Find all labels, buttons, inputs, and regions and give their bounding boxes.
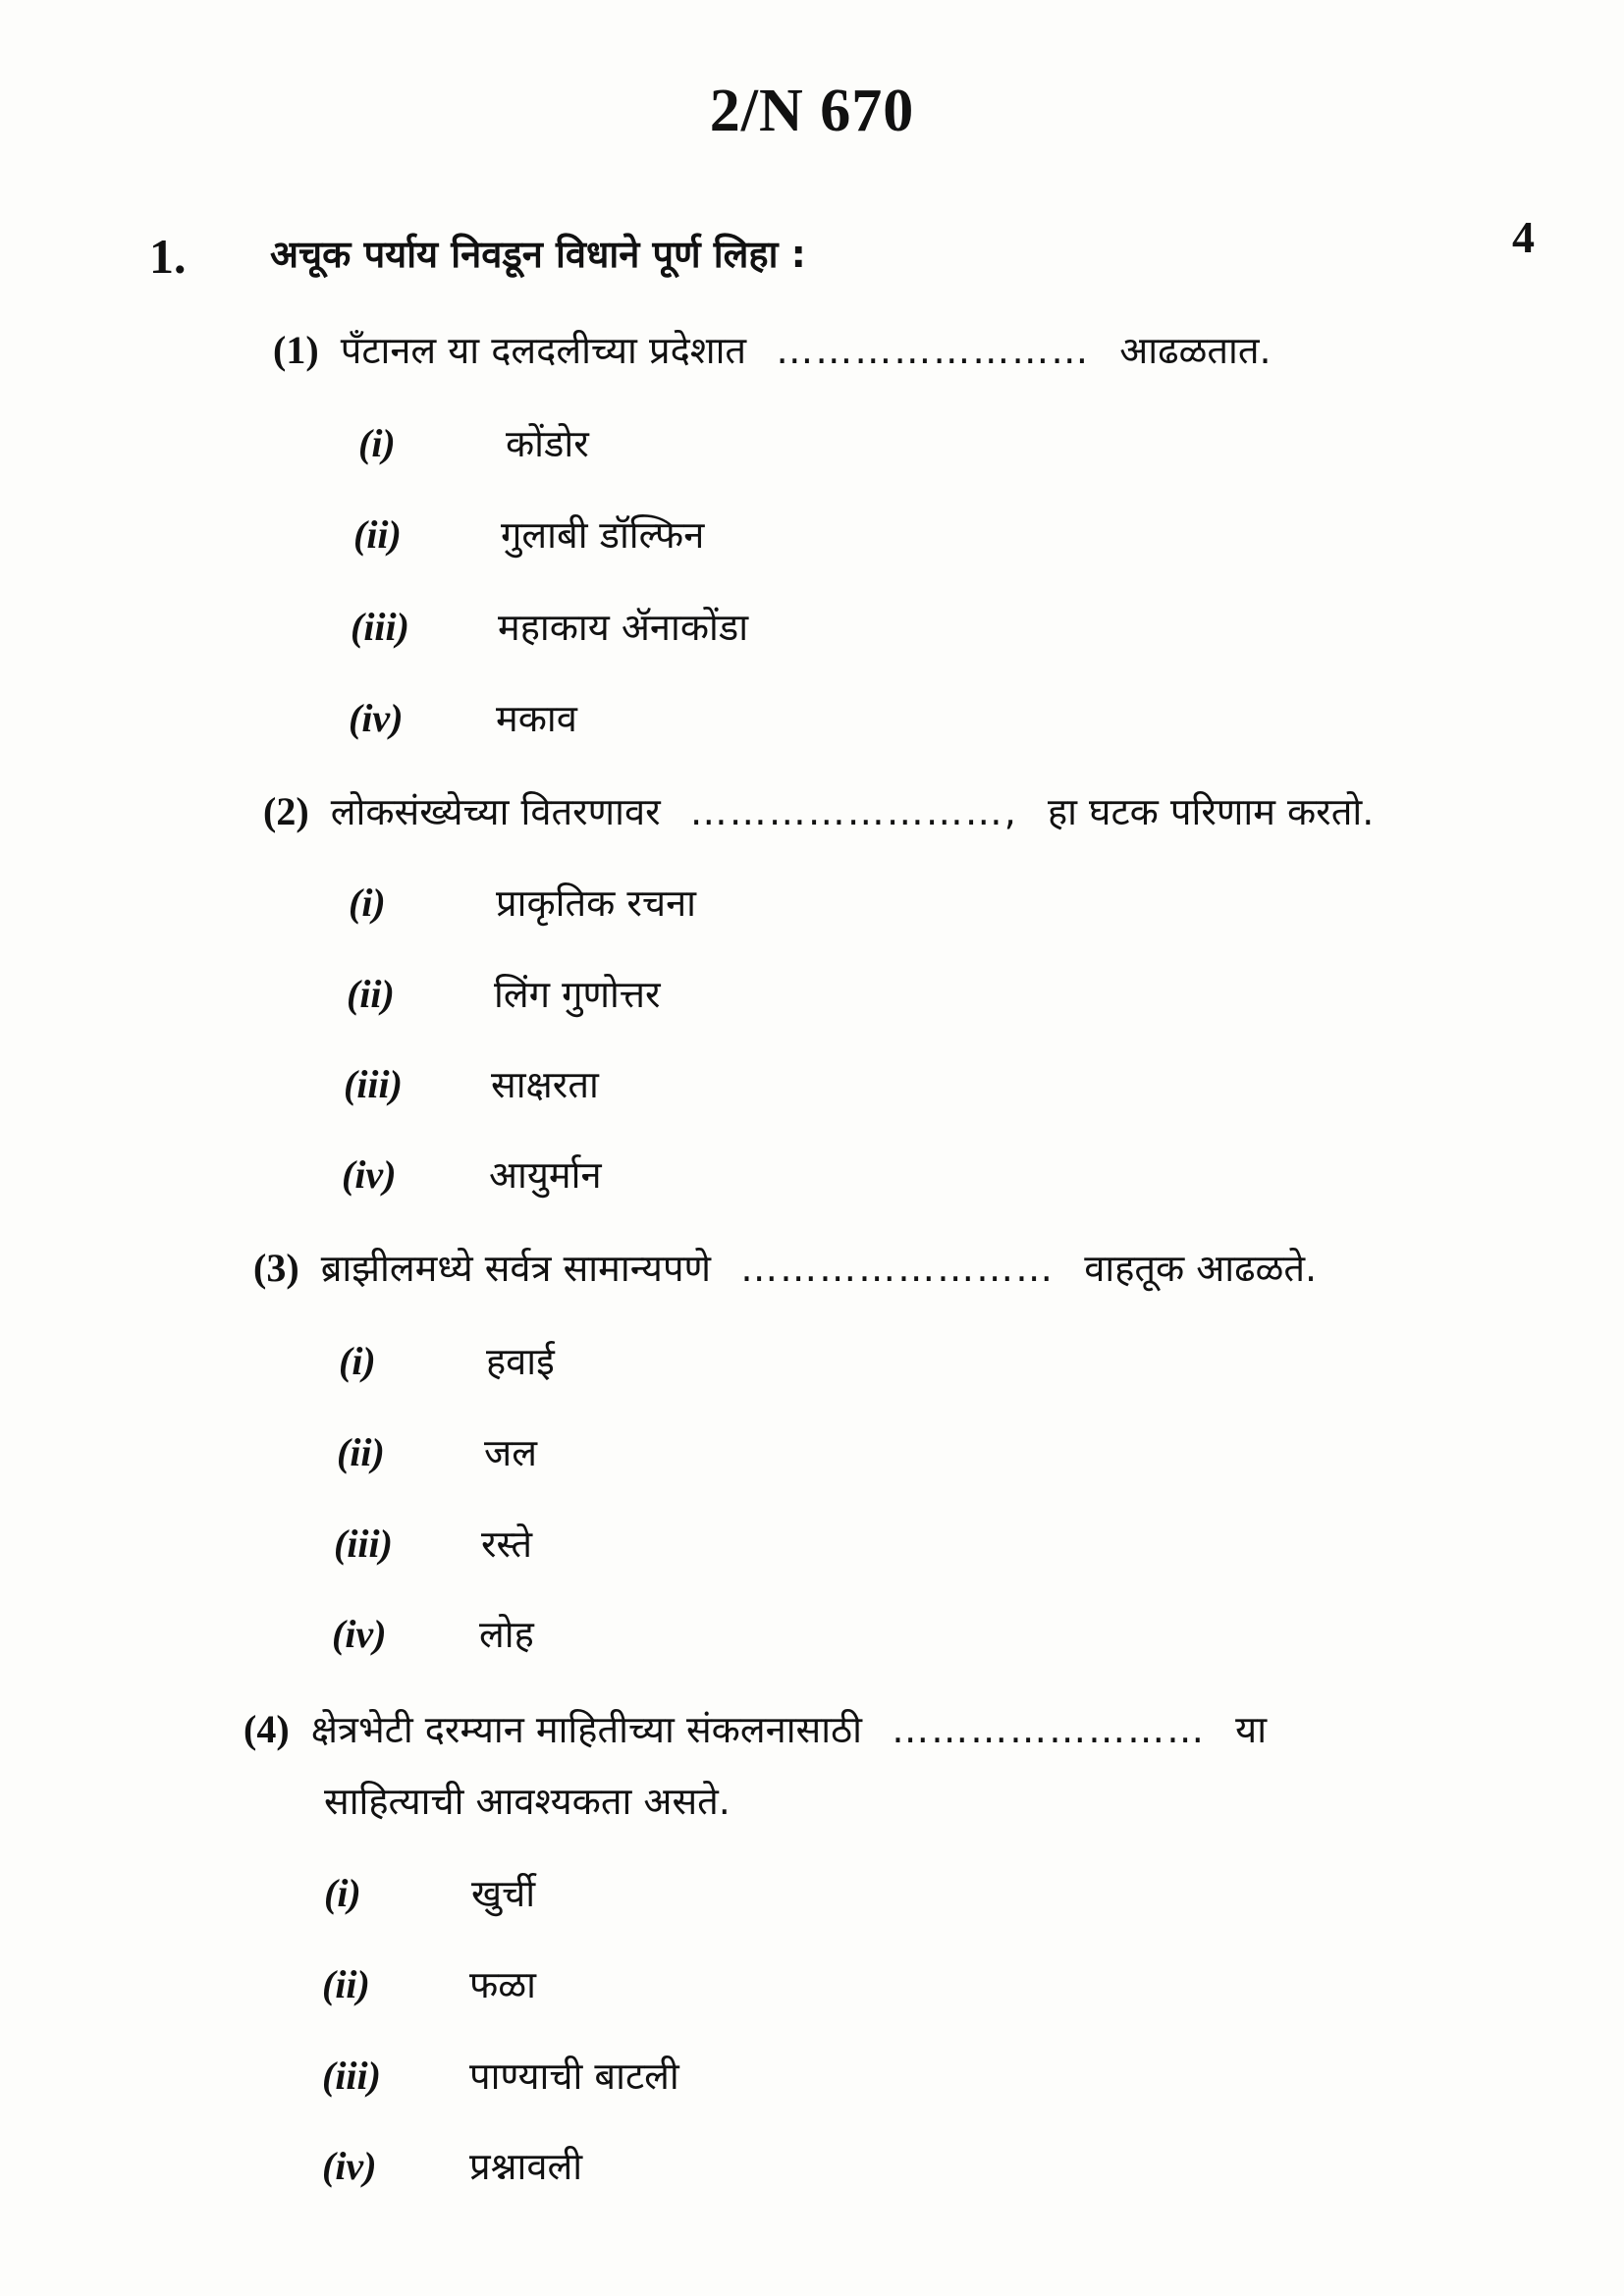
option-text: लिंग गुणोत्तर xyxy=(494,973,661,1016)
question-marks: 4 xyxy=(1512,212,1535,262)
option-1-iv xyxy=(349,692,577,743)
subquestion-2 xyxy=(263,785,1374,836)
option-4-ii xyxy=(322,1958,536,2009)
option-4-iv xyxy=(322,2140,582,2191)
subquestion-4-continuation: साहित्याची आवश्यकता असते. xyxy=(324,1780,731,1823)
option-text: खुर्ची xyxy=(471,1872,536,1915)
option-3-iii xyxy=(334,1518,532,1569)
option-roman: (iii) xyxy=(351,605,409,649)
subquestion-text-before: क्षेत्रभेटी दरम्यान माहितीच्या संकलनासाठी xyxy=(310,1708,862,1751)
paper-code: 2/N 670 xyxy=(709,78,915,144)
option-2-ii xyxy=(347,968,661,1019)
option-roman: (iv) xyxy=(322,2144,377,2188)
option-3-ii xyxy=(337,1426,537,1477)
option-roman: (iv) xyxy=(332,1612,387,1656)
option-3-iv xyxy=(332,1608,534,1659)
blank-dots: …………………… xyxy=(740,1247,1056,1290)
option-text: आयुर्मान xyxy=(489,1153,602,1197)
option-roman: (i) xyxy=(339,1339,376,1383)
option-text: प्राकृतिक रचना xyxy=(496,881,697,925)
subquestion-text-after: या xyxy=(1235,1708,1268,1751)
option-text: रस्ते xyxy=(481,1522,532,1566)
option-roman: (iii) xyxy=(334,1522,393,1566)
option-text: मकाव xyxy=(496,697,577,740)
subquestion-number: (3) xyxy=(253,1246,299,1290)
option-text: साक्षरता xyxy=(491,1063,599,1106)
subquestion-number: (1) xyxy=(273,328,319,372)
option-text: लोह xyxy=(479,1613,534,1656)
subquestion-text-after: हा घटक परिणाम करतो. xyxy=(1047,790,1375,833)
blank-dots: …………………… xyxy=(776,329,1091,372)
blank-dots: ……………………, xyxy=(689,790,1018,833)
subquestion-1 xyxy=(273,324,1272,375)
option-roman: (i) xyxy=(349,881,386,925)
subquestion-text-before: लोकसंख्येच्या वितरणावर xyxy=(330,790,661,833)
subquestion-text-before: ब्राझीलमध्ये सर्वत्र सामान्यपणे xyxy=(320,1247,712,1290)
option-text: प्रश्नावली xyxy=(469,2145,583,2188)
question-number: 1. xyxy=(149,229,187,284)
option-roman: (iii) xyxy=(322,2054,381,2098)
subquestion-number: (4) xyxy=(244,1707,290,1751)
option-3-i xyxy=(339,1335,555,1386)
option-2-iv xyxy=(342,1148,602,1200)
blank-dots: …………………… xyxy=(892,1708,1207,1751)
question-instruction: अचूक पर्याय निवडून विधाने पूर्ण लिहा : xyxy=(270,233,806,276)
option-text: गुलाबी डॉल्फिन xyxy=(501,513,705,557)
option-roman: (iii) xyxy=(344,1062,403,1106)
option-text: महाकाय ॲनाकोंडा xyxy=(498,606,749,649)
option-2-iii xyxy=(344,1058,599,1109)
subquestion-text-after: वाहतूक आढळते. xyxy=(1084,1247,1318,1290)
option-roman: (iv) xyxy=(349,696,404,740)
option-text: पाण्याची बाटली xyxy=(469,2055,679,2098)
option-text: हवाई xyxy=(486,1340,555,1383)
option-1-ii xyxy=(353,508,704,560)
option-roman: (ii) xyxy=(322,1962,370,2006)
subquestion-text-after: आढळतात. xyxy=(1119,329,1272,372)
option-roman: (ii) xyxy=(347,972,395,1016)
option-text: कोंडोर xyxy=(506,422,589,465)
option-2-i xyxy=(349,877,696,928)
option-4-iii xyxy=(322,2050,679,2101)
option-roman: (ii) xyxy=(353,512,402,557)
option-roman: (i) xyxy=(324,1871,361,1915)
option-1-i xyxy=(358,417,589,468)
subquestion-text-before: पँटानल या दलदलीच्या प्रदेशात xyxy=(340,329,747,372)
subquestion-4 xyxy=(244,1703,1267,1754)
option-text: फळा xyxy=(469,1963,537,2006)
subquestion-3 xyxy=(253,1242,1317,1293)
option-text: जल xyxy=(484,1431,537,1474)
subquestion-number: (2) xyxy=(263,789,309,833)
option-roman: (ii) xyxy=(337,1430,385,1474)
option-4-i xyxy=(324,1867,535,1918)
option-1-iii xyxy=(351,601,748,652)
option-roman: (iv) xyxy=(342,1152,397,1197)
option-roman: (i) xyxy=(358,421,396,465)
